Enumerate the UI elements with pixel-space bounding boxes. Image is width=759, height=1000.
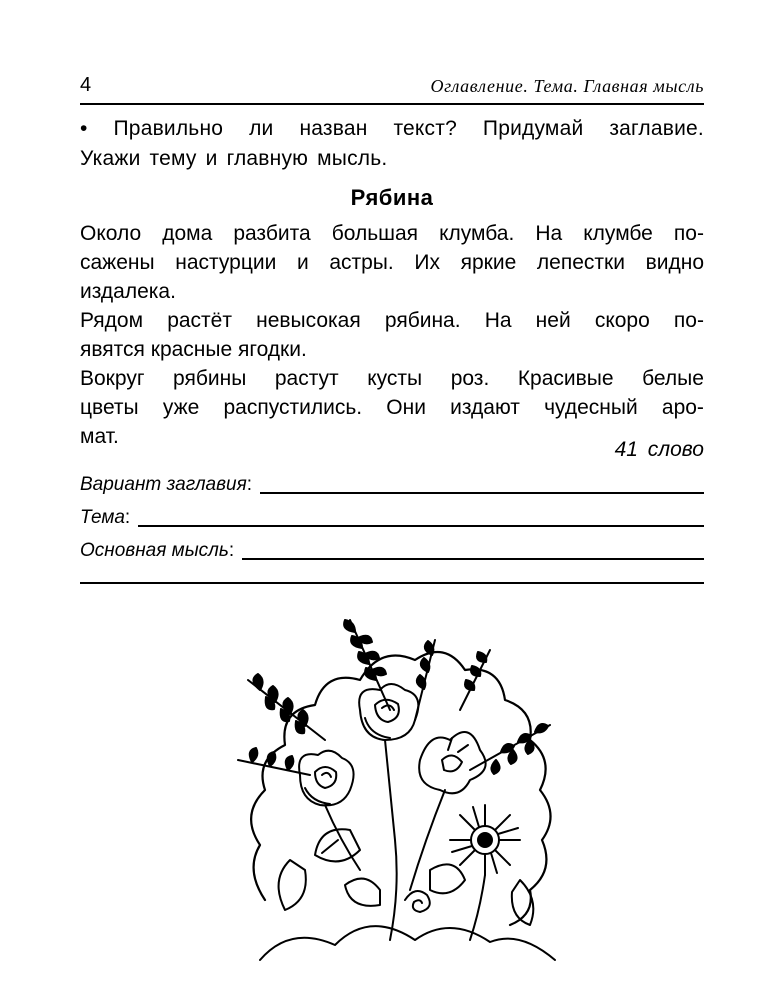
story-word: сажены xyxy=(80,251,155,274)
flower-bouquet-illustration xyxy=(230,600,570,970)
story-line xyxy=(80,364,704,393)
story-word: клумбе xyxy=(583,222,653,245)
story-word: цветы xyxy=(80,396,139,419)
fern-left xyxy=(238,674,325,775)
colon: : xyxy=(246,474,253,495)
story-word: ней xyxy=(535,309,571,332)
story-word: рябины xyxy=(173,367,247,390)
task-word: Правильно xyxy=(113,117,224,140)
story-word: астры. xyxy=(329,251,394,274)
topic-field xyxy=(80,500,704,530)
story-word: по- xyxy=(673,222,704,245)
bullet: • xyxy=(80,117,88,140)
story-word: растут xyxy=(274,367,339,390)
rose-left xyxy=(299,751,353,806)
stems xyxy=(325,740,445,940)
main-idea-answer-line[interactable] xyxy=(242,536,704,560)
word-count: 41 слово xyxy=(614,438,704,461)
header-divider xyxy=(80,103,704,105)
bush-outline xyxy=(251,652,550,925)
task-word: заглавие. xyxy=(609,117,704,140)
story-line xyxy=(80,306,704,335)
topic-answer-line[interactable] xyxy=(138,503,704,527)
title-variant-label: Вариант заглавия xyxy=(80,474,247,495)
story-word: Красивые xyxy=(517,367,614,390)
story-word: На xyxy=(484,309,512,332)
story-word: разбита xyxy=(233,222,311,245)
lily-flower xyxy=(419,732,485,793)
story-word: распустились. xyxy=(223,396,363,419)
task-line-1 xyxy=(80,114,704,144)
story-word: кусты xyxy=(367,367,423,390)
story-word: Они xyxy=(386,396,426,419)
page-header xyxy=(80,74,704,102)
main-idea-field xyxy=(80,533,704,563)
task-word: ли xyxy=(249,117,274,140)
task-word: текст? xyxy=(393,117,457,140)
task-instructions xyxy=(80,114,704,174)
colon: : xyxy=(228,540,235,561)
curl-tendril xyxy=(405,891,430,912)
story-line: явятся красные ягодки. xyxy=(80,338,307,361)
running-title: Оглавление. Тема. Главная мысль xyxy=(430,76,704,96)
story-line: мат. xyxy=(80,425,119,448)
page-number: 4 xyxy=(80,74,92,96)
story-word: Около xyxy=(80,222,142,245)
title-variant-answer-line[interactable] xyxy=(260,470,704,494)
story-line xyxy=(80,393,704,422)
story-word: по- xyxy=(673,309,704,332)
story-word: растёт xyxy=(167,309,232,332)
story-word: и xyxy=(296,251,309,274)
story-word: яркие xyxy=(460,251,517,274)
story-word: невысокая xyxy=(256,309,361,332)
story-word: рябина. xyxy=(384,309,461,332)
story-word: Вокруг xyxy=(80,367,145,390)
task-line-2: Укажи тему и главную мысль. xyxy=(80,147,388,170)
title-variant-field xyxy=(80,467,704,497)
leaves xyxy=(279,829,534,925)
story-word: Рядом xyxy=(80,309,144,332)
story-word: видно xyxy=(645,251,704,274)
story-word: скоро xyxy=(594,309,650,332)
story-word: аро- xyxy=(661,396,704,419)
story-line xyxy=(80,219,704,248)
story-text xyxy=(80,219,704,451)
story-word: издают xyxy=(450,396,520,419)
rose-top xyxy=(359,684,418,740)
story-line xyxy=(80,248,704,277)
story-word: настурции xyxy=(175,251,277,274)
ground-hills xyxy=(260,926,555,960)
task-word: назван xyxy=(299,117,368,140)
story-word: клумба. xyxy=(439,222,515,245)
story-word: чудесный xyxy=(544,396,638,419)
topic-label: Тема xyxy=(80,507,125,528)
extra-answer-line[interactable] xyxy=(80,582,704,584)
story-title: Рябина xyxy=(350,185,434,210)
story-word: лепестки xyxy=(536,251,625,274)
story-word: уже xyxy=(162,396,200,419)
story-word: большая xyxy=(331,222,419,245)
story-word: На xyxy=(535,222,563,245)
fern-right xyxy=(460,650,550,774)
story-word: белые xyxy=(642,367,704,390)
story-line: издалека. xyxy=(80,280,176,303)
main-idea-label: Основная мысль xyxy=(80,540,229,561)
story-word: Их xyxy=(414,251,440,274)
story-word: дома xyxy=(162,222,213,245)
story-word: роз. xyxy=(450,367,490,390)
task-word: Придумай xyxy=(482,117,584,140)
colon: : xyxy=(124,507,131,528)
